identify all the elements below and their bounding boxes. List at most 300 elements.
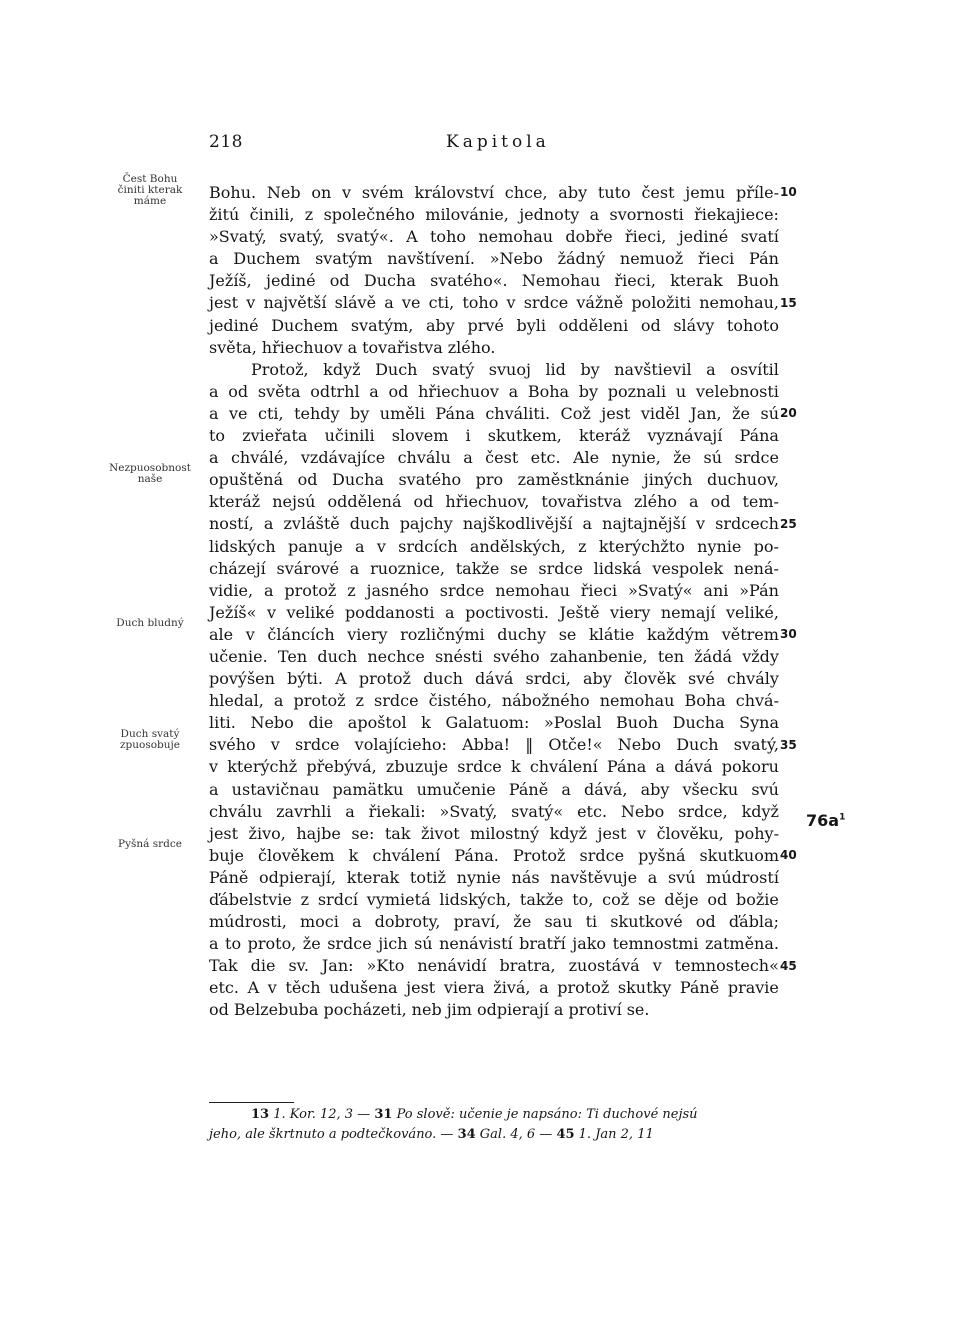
word: Galatuom:	[445, 713, 530, 733]
footnote-segment: 1. Jan 2, 11	[574, 1127, 654, 1142]
margin-note-line: Duch svatý	[120, 727, 180, 740]
word: svatým,	[350, 315, 414, 335]
word: Páně	[209, 867, 249, 887]
word: se:	[351, 823, 375, 843]
word: svého	[209, 735, 256, 755]
word: by	[580, 359, 600, 379]
word: totiž	[409, 867, 446, 887]
word: řieci	[580, 580, 618, 600]
word: své	[688, 669, 715, 689]
word: zlého.	[447, 337, 496, 357]
word: vespolek	[652, 558, 724, 578]
word: byli	[516, 315, 546, 335]
word: múdrosti,	[209, 912, 287, 932]
word: to,	[572, 890, 594, 909]
footnote-rule	[209, 1102, 294, 1103]
word: cházejí	[209, 558, 266, 578]
word: apoštol	[347, 713, 407, 733]
word: povýšen	[209, 669, 275, 689]
word: srdce	[538, 558, 583, 578]
word: svú	[751, 779, 779, 799]
word: položiti	[631, 293, 692, 313]
word: dobře	[565, 227, 613, 247]
word: a	[263, 514, 274, 534]
word: viery	[610, 602, 651, 622]
word: k	[348, 845, 359, 865]
word: vidie,	[209, 580, 254, 600]
word: srdce	[579, 845, 625, 865]
word: Boha	[684, 691, 726, 711]
word: dává,	[583, 779, 628, 799]
word: protož	[293, 691, 346, 711]
text-line	[209, 801, 779, 823]
word: chvá-	[735, 691, 779, 711]
word: prvé	[467, 315, 504, 335]
word: a	[706, 359, 716, 379]
word: Páně	[679, 978, 720, 998]
word: ustavičnau	[231, 779, 320, 799]
text-line	[209, 845, 779, 867]
word: takže	[519, 890, 564, 909]
word: a	[355, 536, 365, 556]
word: pyšná	[638, 845, 686, 865]
word: od	[297, 470, 318, 490]
word: Belzebuba	[233, 1000, 319, 1020]
footnote-segment: jeho, ale škrtnuto a podtečkováno.	[209, 1127, 437, 1142]
word: zavrhli	[276, 801, 332, 821]
margin-note-line: zpuosobuje	[119, 738, 180, 751]
word: příle-	[735, 183, 779, 202]
word: odděleni	[558, 315, 629, 335]
word: pohy-	[734, 823, 779, 843]
word: Což	[560, 403, 591, 423]
word: nenávidí	[417, 956, 487, 976]
word: jich	[378, 934, 408, 954]
word: jediné	[678, 227, 729, 247]
footnotes	[209, 1105, 784, 1145]
word: Páně	[508, 779, 549, 799]
text-line	[209, 248, 779, 270]
word: die	[250, 956, 276, 976]
word: čest	[641, 183, 675, 202]
word: srdce	[523, 293, 569, 313]
word: ve	[401, 293, 421, 313]
margin-note-line: naše	[137, 473, 163, 486]
word: zahanbenie,	[549, 646, 648, 666]
word: žitú	[209, 205, 240, 225]
text-line	[209, 558, 779, 580]
word: a	[209, 448, 219, 468]
word: Neb	[266, 183, 301, 202]
word: Duchem	[233, 249, 301, 269]
word: čest	[485, 448, 519, 468]
word: svého	[492, 646, 540, 666]
word: od	[413, 492, 434, 512]
word: viděl	[640, 403, 680, 423]
word: jim	[446, 1000, 472, 1020]
word: řieci	[697, 249, 735, 269]
line-number: 45	[780, 958, 797, 973]
word: a	[209, 403, 219, 423]
word: přebývá,	[306, 757, 377, 777]
word: srdcích	[398, 536, 458, 556]
word: řieci,	[614, 271, 656, 291]
word: Nemohau	[521, 271, 601, 291]
text-line	[209, 425, 779, 447]
word: hřiechuov,	[445, 492, 530, 512]
word: v	[245, 624, 255, 644]
word: umučenie	[416, 779, 496, 799]
footnote-segment: 13	[251, 1107, 270, 1122]
word: že	[732, 403, 751, 423]
word: pokoru	[721, 757, 779, 777]
word: jest	[601, 403, 631, 423]
word: najtajnější	[602, 514, 686, 534]
text-line	[209, 823, 779, 845]
word: a	[589, 205, 600, 225]
word: Duch	[676, 735, 719, 755]
word: všecku	[682, 779, 739, 799]
margin-note-pysna	[100, 839, 200, 850]
word: jednoty	[519, 205, 580, 225]
word: v	[342, 183, 352, 202]
word: »Nebo	[489, 249, 543, 269]
word: bratra,	[499, 956, 556, 976]
word: protož	[284, 580, 337, 600]
word: ve	[229, 403, 248, 423]
line-number: 35	[780, 737, 797, 752]
word: »Kto	[366, 956, 405, 976]
word: a	[209, 249, 219, 269]
text-line	[209, 889, 779, 911]
word: aby	[426, 315, 455, 335]
word: a	[263, 580, 274, 600]
word: hledal,	[209, 691, 264, 711]
word: dává	[475, 669, 514, 689]
word: a	[209, 381, 219, 401]
word: sú	[760, 403, 779, 423]
word: a	[209, 934, 219, 954]
word: dává	[674, 757, 713, 777]
word: a	[553, 1000, 564, 1020]
word: pamätku	[332, 779, 404, 799]
word: a	[349, 558, 360, 578]
word: v	[266, 602, 276, 622]
word: a	[582, 514, 593, 534]
word: a	[351, 912, 362, 932]
word: v	[267, 978, 277, 998]
word: že	[302, 934, 321, 954]
footnote-segment: —	[436, 1127, 458, 1142]
word: kterak	[670, 271, 723, 291]
footnote-segment: Gal. 4, 6	[475, 1127, 540, 1142]
word: svárové	[276, 558, 340, 578]
word: a	[209, 779, 219, 799]
word: Ježíš«	[209, 602, 257, 622]
word: rozličnými	[400, 624, 485, 644]
word: lid	[545, 359, 566, 379]
word: království	[414, 183, 494, 202]
word: tohoto	[726, 315, 779, 335]
word: dobroty,	[374, 912, 441, 932]
word: skutkuom	[699, 845, 779, 865]
word: sú	[703, 448, 723, 468]
word: srdce,	[678, 801, 728, 821]
text-line	[209, 911, 779, 933]
word: z	[355, 691, 364, 711]
word: nemohau,	[699, 293, 779, 313]
word: duch	[317, 646, 358, 666]
word: člověku,	[656, 823, 724, 843]
word: Syna	[739, 713, 779, 733]
text-line	[209, 491, 779, 513]
word: jest	[406, 978, 436, 998]
word: Ježíš,	[209, 271, 252, 291]
word: srdci,	[525, 669, 571, 689]
word: A	[335, 669, 347, 689]
word: Tak	[209, 956, 238, 976]
word: chváliti.	[485, 403, 551, 423]
word: Ducha	[672, 713, 725, 733]
word: svatý«.	[336, 227, 394, 247]
word: světa,	[209, 337, 257, 357]
word: od	[695, 912, 716, 932]
word: sau	[544, 912, 573, 932]
word: jasného	[366, 580, 429, 600]
word: to	[225, 934, 242, 954]
word: skutkem,	[487, 426, 562, 446]
word: duchuov,	[706, 470, 779, 490]
word: hajbe	[296, 823, 341, 843]
page-marker-main: 76a	[806, 811, 840, 830]
line-number: 40	[780, 848, 797, 862]
word: svatého«.	[430, 271, 508, 291]
word: Bohu.	[209, 183, 257, 202]
word: etc.	[577, 801, 608, 821]
word: a	[689, 492, 699, 512]
word: řiekali:	[368, 801, 426, 821]
text-line	[209, 447, 779, 469]
text-line	[209, 315, 779, 337]
word: nemohau	[495, 580, 570, 600]
word: a	[561, 779, 571, 799]
word: z	[300, 890, 310, 909]
footnote-segment: —	[539, 1127, 557, 1142]
word: protož	[358, 669, 411, 689]
word: srdcí	[317, 890, 359, 909]
word: zvieřata	[242, 426, 308, 446]
word: takže	[455, 558, 500, 578]
word: cti,	[428, 293, 455, 313]
word: »Svatý«	[627, 580, 693, 600]
word: duch	[423, 669, 463, 689]
word: řiekajiece:	[694, 205, 779, 225]
word: die	[308, 713, 334, 733]
word: svatí	[740, 227, 779, 247]
text-line	[209, 292, 779, 314]
margin-note-cest	[100, 174, 200, 207]
word: jiných	[643, 470, 693, 490]
word: nechce	[367, 646, 425, 666]
text-line	[209, 756, 779, 778]
word: milovánie,	[425, 205, 509, 225]
word: toho	[462, 293, 499, 313]
word: Ducha	[332, 470, 384, 490]
text-line	[209, 867, 779, 889]
margin-note-duch-bludny	[100, 618, 200, 629]
word: Jan:	[321, 956, 354, 976]
word: vážně	[576, 293, 624, 313]
word: múdrostí	[706, 867, 779, 887]
word: Pána	[606, 757, 647, 777]
word: učinili	[324, 426, 375, 446]
word: zatměna.	[705, 934, 779, 954]
word: svatý	[431, 359, 475, 379]
word: když	[549, 823, 588, 843]
word: udušena	[329, 978, 398, 998]
word: což	[602, 890, 630, 909]
word: toho	[430, 227, 466, 247]
word: pro	[475, 470, 504, 490]
word: od	[640, 315, 661, 335]
word: v	[376, 536, 386, 556]
word: svatý,	[279, 227, 325, 247]
word: a	[369, 381, 379, 401]
word: vzdávajíce	[300, 448, 386, 468]
word: když	[323, 359, 361, 379]
word: slovem	[391, 426, 449, 446]
word: že	[673, 448, 692, 468]
word: aby	[558, 183, 588, 202]
word: A	[247, 978, 260, 998]
word: hřiechuov	[418, 381, 499, 401]
margin-note-nezpuosobnost	[100, 463, 200, 485]
word: Protož	[512, 845, 566, 865]
text-line	[209, 359, 779, 381]
word: srdce	[374, 691, 419, 711]
word: »Svatý,	[209, 227, 267, 247]
word: k	[421, 713, 431, 733]
word: od	[329, 271, 350, 291]
word: panuje	[287, 536, 343, 556]
word: vymietá	[366, 890, 431, 909]
word: Boha	[527, 381, 570, 401]
word: život	[421, 823, 460, 843]
word: žádá	[694, 646, 732, 666]
word: svatým	[315, 249, 373, 269]
word: opuštěná	[209, 470, 284, 490]
word: Pána	[435, 403, 475, 423]
word: velebnosti	[695, 381, 779, 401]
text-line	[209, 712, 779, 734]
word: chválení	[529, 757, 598, 777]
word: zuostává	[568, 956, 640, 976]
word: ‖	[525, 735, 534, 755]
word: zaměstknánie	[517, 470, 630, 490]
word: chce,	[504, 183, 548, 202]
text-line	[209, 779, 779, 801]
word: lidská	[593, 558, 642, 578]
word: člověk	[623, 669, 676, 689]
margin-note-line: Čest Bohu	[122, 173, 178, 185]
word: andělských,	[469, 536, 566, 556]
word: Ten	[277, 646, 308, 666]
word: jako	[572, 934, 607, 954]
word: větrem	[721, 624, 779, 644]
word: když	[741, 801, 779, 821]
word: a	[463, 448, 473, 468]
word: navštěvuje	[550, 867, 638, 887]
word: ruoznice,	[370, 558, 446, 578]
word: lidských	[209, 536, 276, 556]
word: tehdy	[294, 403, 340, 423]
line-number: 10	[780, 185, 797, 199]
word: lidských,	[439, 890, 512, 909]
word: činili,	[249, 205, 295, 225]
word: Otče!«	[548, 735, 603, 755]
word: z	[578, 536, 587, 556]
word: Jan,	[690, 403, 722, 423]
word: v	[696, 514, 706, 534]
word: v	[506, 293, 516, 313]
text-line	[209, 226, 779, 248]
text-line	[209, 999, 779, 1021]
word: božie	[735, 890, 779, 909]
word: by	[350, 403, 370, 423]
footnote-line	[209, 1125, 784, 1145]
text-line	[209, 381, 779, 403]
margin-note-line: máme	[133, 195, 167, 207]
word: buje	[209, 845, 244, 865]
word: snésti	[435, 646, 483, 666]
word: ale	[209, 624, 234, 644]
footnote-segment: —	[357, 1107, 375, 1122]
word: nynie	[456, 867, 501, 887]
text-line	[209, 955, 779, 977]
word: od	[710, 492, 731, 512]
word: Pán	[749, 249, 779, 269]
word: společného	[323, 205, 415, 225]
word: žádný	[557, 249, 606, 269]
word: srdce	[457, 757, 502, 777]
line-number: 30	[780, 627, 797, 641]
word: jediné	[265, 271, 316, 291]
word: ten	[657, 646, 685, 666]
word: od	[707, 890, 728, 909]
word: chválení	[372, 845, 441, 865]
footnote-segment: 1. Kor. 12, 3	[269, 1107, 358, 1122]
word: hřiechuov	[261, 337, 343, 357]
text-line	[209, 933, 779, 955]
margin-note-line: Pyšná srdce	[118, 838, 182, 850]
word: nenávistí	[439, 934, 513, 954]
word: Duch	[375, 359, 418, 379]
word: A	[406, 227, 418, 247]
word: viery	[347, 624, 388, 644]
word: čistého,	[428, 691, 492, 711]
word: živá,	[493, 978, 531, 998]
word: svatý«	[511, 801, 564, 821]
word: chválu	[397, 448, 451, 468]
word: ani	[703, 580, 729, 600]
text-line	[209, 182, 779, 204]
word: sv.	[288, 956, 309, 976]
word: protiví	[568, 1000, 622, 1020]
page-marker-sup: 1	[839, 812, 846, 823]
word: cti,	[258, 403, 284, 423]
main-text	[209, 182, 779, 1022]
footnote-segment: 45	[556, 1127, 575, 1142]
